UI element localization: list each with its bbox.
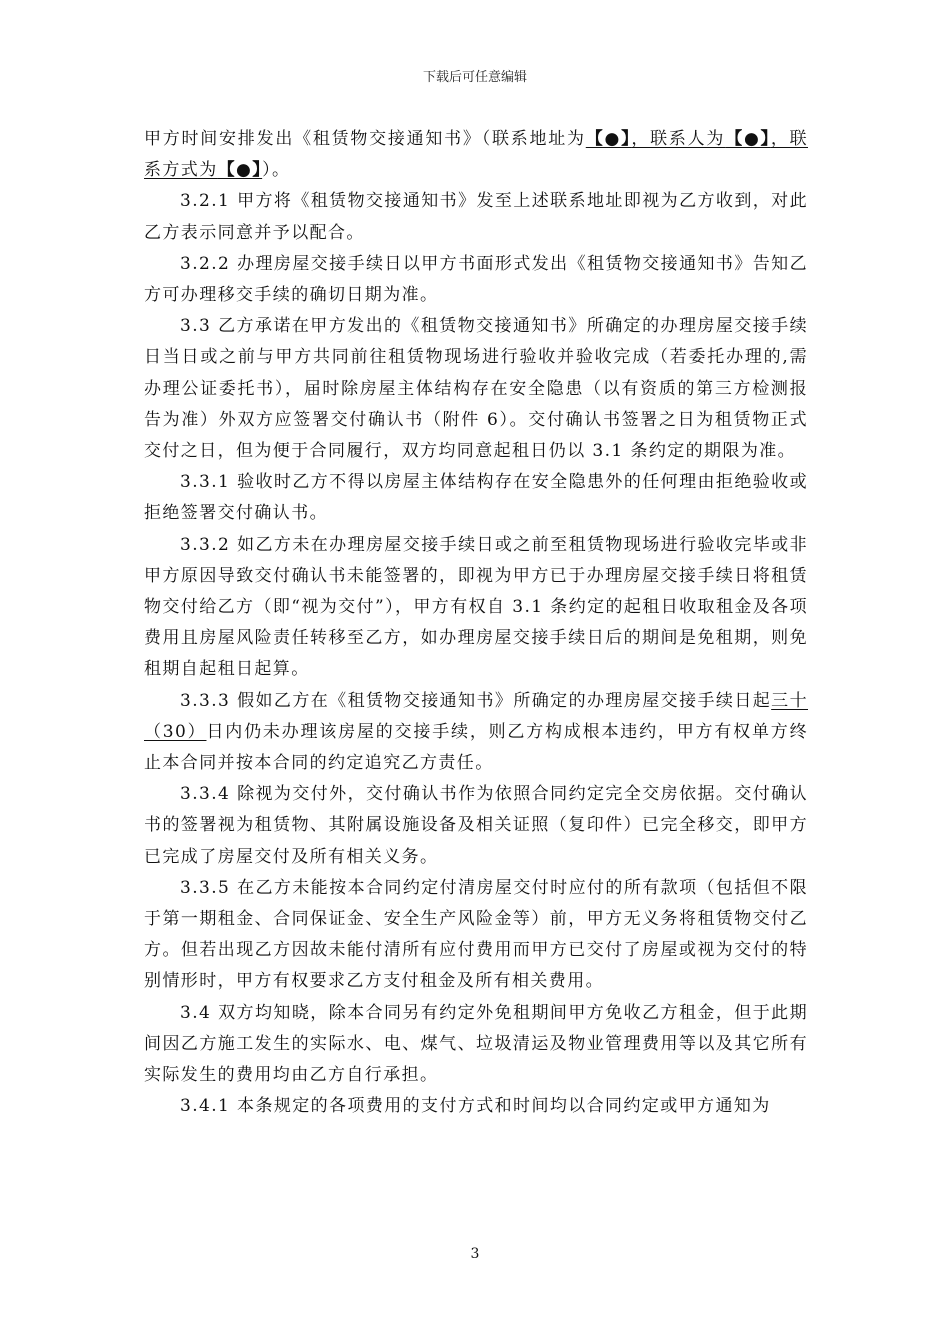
clause-3-3-5: 3.3.5 在乙方未能按本合同约定付清房屋交付时应付的所有款项（包括但不限于第一期租金、合同保证金、安全生产风险金等）前，甲方无义务将租赁物交付乙方。但若出现乙方因故未能付清所有应付费用而甲方已交付了房屋或视为交付的特别情形时，甲方有权要求乙方支付租金及所有相关费用。 bbox=[144, 877, 808, 992]
clause-3-3-4: 3.3.4 除视为交付外，交付确认书作为依照合同约定完全交房依据。交付确认书的签署视为租赁物、其附属设施设备及相关证照（复印件）已完全移交，即甲方已完成了房屋交付及所有相关义务。 bbox=[144, 784, 808, 867]
clause-3-2-1: 3.2.1 甲方将《租赁物交接通知书》发至上述联系地址即视为乙方收到，对此乙方表示同意并予以配合。 bbox=[144, 191, 808, 243]
clause-3-3-1: 3.3.1 验收时乙方不得以房屋主体结构存在安全隐患外的任何理由拒绝验收或拒绝签署交付确认书。 bbox=[144, 472, 808, 524]
document-body bbox=[144, 124, 808, 1123]
contact-address-blank: 【●】，联系人为【●】，联系方式为【●】 bbox=[144, 129, 808, 181]
clause-3-3-3: 3.3.3 假如乙方在《租赁物交接通知书》所确定的办理房屋交接手续日起三十（30）日内仍未办理该房屋的交接手续，则乙方构成根本违约，甲方有权单方终止本合同并按本合同的约定追究乙方责任。 bbox=[144, 690, 808, 774]
clause-3-3-2: 3.3.2 如乙方未在办理房屋交接手续日或之前至租赁物现场进行验收完毕或非甲方原因导致交付确认书未能签署的，即视为甲方已于办理房屋交接手续日将租赁物交付给乙方（即“视为交付”），甲方有权自 3.1 条约定的起租日收取租金及各项费用且房屋风险责任转移至乙方，如办理房屋交接手续日后的期间是免租期，则免租期自起租日起算。 bbox=[144, 534, 808, 680]
page-header: 下载后可任意编辑 bbox=[422, 70, 527, 85]
deadline-days: 三十（30） bbox=[144, 690, 808, 742]
paragraph-contact: 甲方时间安排发出《租赁物交接通知书》（联系地址为【●】，联系人为【●】，联系方式为【●】）。 bbox=[144, 129, 808, 181]
clause-3-4: 3.4 双方均知晓，除本合同另有约定外免租期间甲方免收乙方租金，但于此期间因乙方施工发生的实际水、电、煤气、垃圾清运及物业管理费用等以及其它所有实际发生的费用均由乙方自行承担。 bbox=[144, 1002, 808, 1086]
clause-3-3: 3.3 乙方承诺在甲方发出的《租赁物交接通知书》所确定的办理房屋交接手续日当日或之前与甲方共同前往租赁物现场进行验收并验收完成（若委托办理的,需办理公证委托书），届时除房屋主体结构存在安全隐患（以有资质的第三方检测报告为准）外双方应签署交付确认书（附件 6）。交付确认书签署之日为租赁物正式交付之日，但为便于合同履行，双方均同意起租日仍以 3.1 条约定的期限为准。 bbox=[144, 316, 808, 462]
clause-3-2-2: 3.2.2 办理房屋交接手续日以甲方书面形式发出《租赁物交接通知书》告知乙方可办理移交手续的确切日期为准。 bbox=[144, 253, 808, 306]
page-number: 3 bbox=[470, 1246, 480, 1262]
clause-3-4-1: 3.4.1 本条规定的各项费用的支付方式和时间均以合同约定或甲方通知为 bbox=[180, 1096, 771, 1117]
